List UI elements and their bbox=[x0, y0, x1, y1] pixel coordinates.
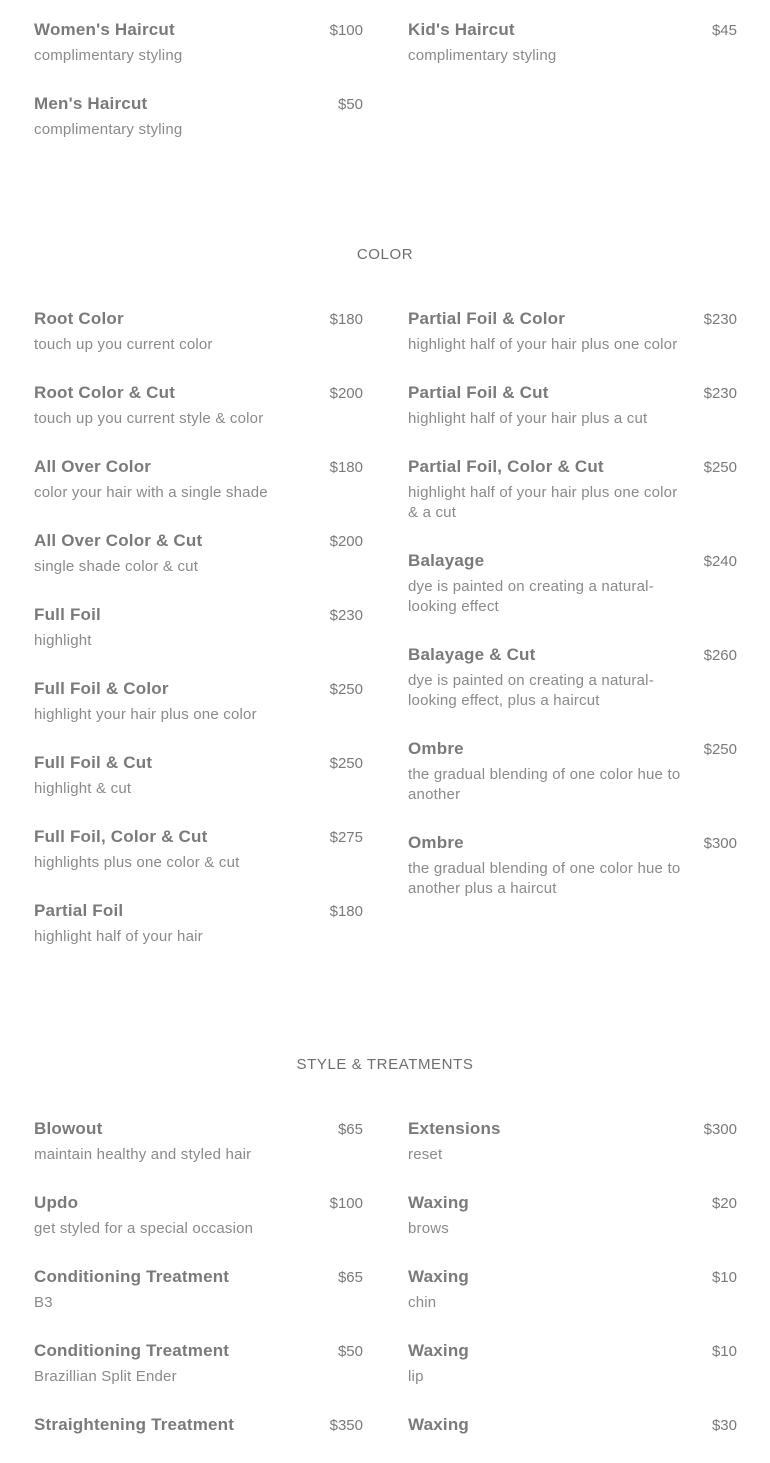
item-price: $100 bbox=[329, 1195, 363, 1212]
item-description: B3 bbox=[34, 1294, 53, 1311]
item-price: $275 bbox=[329, 829, 363, 846]
item-description: highlight half of your hair bbox=[34, 928, 203, 945]
menu-item bbox=[34, 94, 363, 140]
item-price: $200 bbox=[329, 385, 363, 402]
item-description: maintain healthy and styled hair bbox=[34, 1146, 252, 1163]
item-description: Brazillian Split Ender bbox=[34, 1368, 177, 1385]
item-price: $260 bbox=[703, 647, 737, 664]
item-description: lip bbox=[408, 1368, 424, 1385]
item-description: dye is painted on creating a natural-looking effect, plus a haircut bbox=[408, 672, 654, 709]
item-name: Waxing bbox=[408, 1415, 470, 1434]
item-description: get styled for a special occasion bbox=[34, 1220, 254, 1237]
item-name: All Over Color & Cut bbox=[34, 531, 203, 550]
item-name: Ombre bbox=[408, 833, 464, 852]
item-name: Waxing bbox=[408, 1267, 470, 1286]
item-price: $65 bbox=[337, 1121, 363, 1138]
menu-item bbox=[34, 1267, 363, 1313]
menu-item bbox=[34, 1193, 363, 1239]
item-name: Kid's Haircut bbox=[408, 20, 515, 39]
item-name: Men's Haircut bbox=[34, 94, 148, 113]
menu-item bbox=[34, 1119, 363, 1165]
item-name: Full Foil, Color & Cut bbox=[34, 827, 208, 846]
item-price: $50 bbox=[337, 1343, 363, 1360]
item-price: $350 bbox=[329, 1417, 363, 1434]
item-name: Straightening Treatment bbox=[34, 1415, 235, 1434]
menu-item bbox=[34, 531, 363, 577]
section-title-color: COLOR bbox=[356, 246, 414, 263]
item-price: $65 bbox=[337, 1269, 363, 1286]
item-price: $10 bbox=[711, 1269, 737, 1286]
menu-item bbox=[34, 309, 363, 355]
item-name: Root Color & Cut bbox=[34, 383, 176, 402]
item-name: Waxing bbox=[408, 1193, 470, 1212]
item-price: $300 bbox=[703, 1121, 737, 1138]
item-name: All Over Color bbox=[34, 457, 152, 476]
menu-item bbox=[408, 551, 737, 617]
haircut-left-column bbox=[34, 20, 363, 168]
item-name: Full Foil & Color bbox=[34, 679, 169, 698]
item-price: $180 bbox=[329, 903, 363, 920]
item-description: single shade color & cut bbox=[34, 558, 199, 575]
menu-item bbox=[34, 901, 363, 947]
item-description: complimentary styling bbox=[408, 47, 557, 64]
menu-item bbox=[408, 739, 737, 805]
color-left-column bbox=[34, 309, 363, 975]
menu-item bbox=[408, 383, 737, 429]
item-name: Full Foil bbox=[34, 605, 101, 624]
item-name: Conditioning Treatment bbox=[34, 1267, 230, 1286]
item-name: Ombre bbox=[408, 739, 464, 758]
item-description: highlights plus one color & cut bbox=[34, 854, 240, 871]
section-title-style-treatments: STYLE & TREATMENTS bbox=[296, 1056, 474, 1073]
item-description: the gradual blending of one color hue to another bbox=[408, 766, 681, 803]
item-name: Partial Foil bbox=[34, 901, 124, 920]
item-name: Balayage & Cut bbox=[408, 645, 536, 664]
menu-item bbox=[34, 383, 363, 429]
item-price: $100 bbox=[329, 22, 363, 39]
menu-item bbox=[408, 1119, 737, 1165]
item-price: $300 bbox=[703, 835, 737, 852]
item-description: dye is painted on creating a natural-looking effect bbox=[408, 578, 654, 615]
menu-item bbox=[408, 833, 737, 899]
item-price: $230 bbox=[703, 385, 737, 402]
item-name: Women's Haircut bbox=[34, 20, 175, 39]
item-description: highlight half of your hair plus one color & a cut bbox=[408, 484, 678, 521]
item-price: $180 bbox=[329, 459, 363, 476]
menu-item bbox=[408, 457, 737, 523]
item-price: $200 bbox=[329, 533, 363, 550]
style-left-column bbox=[34, 1119, 363, 1463]
menu-item bbox=[408, 1415, 737, 1435]
item-name: Waxing bbox=[408, 1341, 470, 1360]
item-description: highlight half of your hair plus one color bbox=[408, 336, 678, 353]
item-description: highlight bbox=[34, 632, 92, 649]
item-price: $30 bbox=[711, 1417, 737, 1434]
item-description: brows bbox=[408, 1220, 450, 1237]
item-price: $240 bbox=[703, 553, 737, 570]
item-price: $45 bbox=[711, 22, 737, 39]
menu-item bbox=[34, 605, 363, 651]
item-price: $250 bbox=[703, 741, 737, 758]
menu-item bbox=[34, 679, 363, 725]
item-description: highlight & cut bbox=[34, 780, 132, 797]
menu-item bbox=[34, 827, 363, 873]
item-description: the gradual blending of one color hue to another plus a haircut bbox=[408, 860, 681, 897]
item-description: color your hair with a single shade bbox=[34, 484, 268, 501]
menu-item bbox=[408, 1267, 737, 1313]
menu-item bbox=[408, 309, 737, 355]
item-description: highlight your hair plus one color bbox=[34, 706, 257, 723]
item-name: Conditioning Treatment bbox=[34, 1341, 230, 1360]
item-description: highlight half of your hair plus a cut bbox=[408, 410, 648, 427]
menu-item bbox=[34, 457, 363, 503]
item-price: $250 bbox=[703, 459, 737, 476]
item-price: $20 bbox=[711, 1195, 737, 1212]
item-price: $50 bbox=[337, 96, 363, 113]
item-description: chin bbox=[408, 1294, 437, 1311]
item-name: Partial Foil & Cut bbox=[408, 383, 549, 402]
item-name: Root Color bbox=[34, 309, 124, 328]
style-right-column bbox=[408, 1119, 737, 1463]
item-name: Partial Foil & Color bbox=[408, 309, 566, 328]
menu-item bbox=[34, 20, 363, 66]
item-name: Extensions bbox=[408, 1119, 501, 1138]
menu-item bbox=[408, 645, 737, 711]
item-name: Full Foil & Cut bbox=[34, 753, 153, 772]
item-name: Balayage bbox=[408, 551, 485, 570]
item-description: reset bbox=[408, 1146, 443, 1163]
item-price: $10 bbox=[711, 1343, 737, 1360]
item-price: $230 bbox=[703, 311, 737, 328]
item-price: $180 bbox=[329, 311, 363, 328]
item-description: touch up you current color bbox=[34, 336, 213, 353]
item-price: $250 bbox=[329, 681, 363, 698]
menu-item bbox=[408, 20, 737, 66]
color-right-column bbox=[408, 309, 737, 927]
haircut-right-column bbox=[408, 20, 737, 94]
menu-item bbox=[408, 1341, 737, 1387]
menu-item bbox=[34, 1341, 363, 1387]
item-name: Partial Foil, Color & Cut bbox=[408, 457, 604, 476]
item-price: $250 bbox=[329, 755, 363, 772]
menu-item bbox=[408, 1193, 737, 1239]
item-price: $230 bbox=[329, 607, 363, 624]
menu-item bbox=[34, 753, 363, 799]
item-name: Blowout bbox=[34, 1119, 103, 1138]
item-name: Updo bbox=[34, 1193, 79, 1212]
item-description: complimentary styling bbox=[34, 47, 183, 64]
menu-item bbox=[34, 1415, 363, 1435]
item-description: complimentary styling bbox=[34, 121, 183, 138]
item-description: touch up you current style & color bbox=[34, 410, 264, 427]
